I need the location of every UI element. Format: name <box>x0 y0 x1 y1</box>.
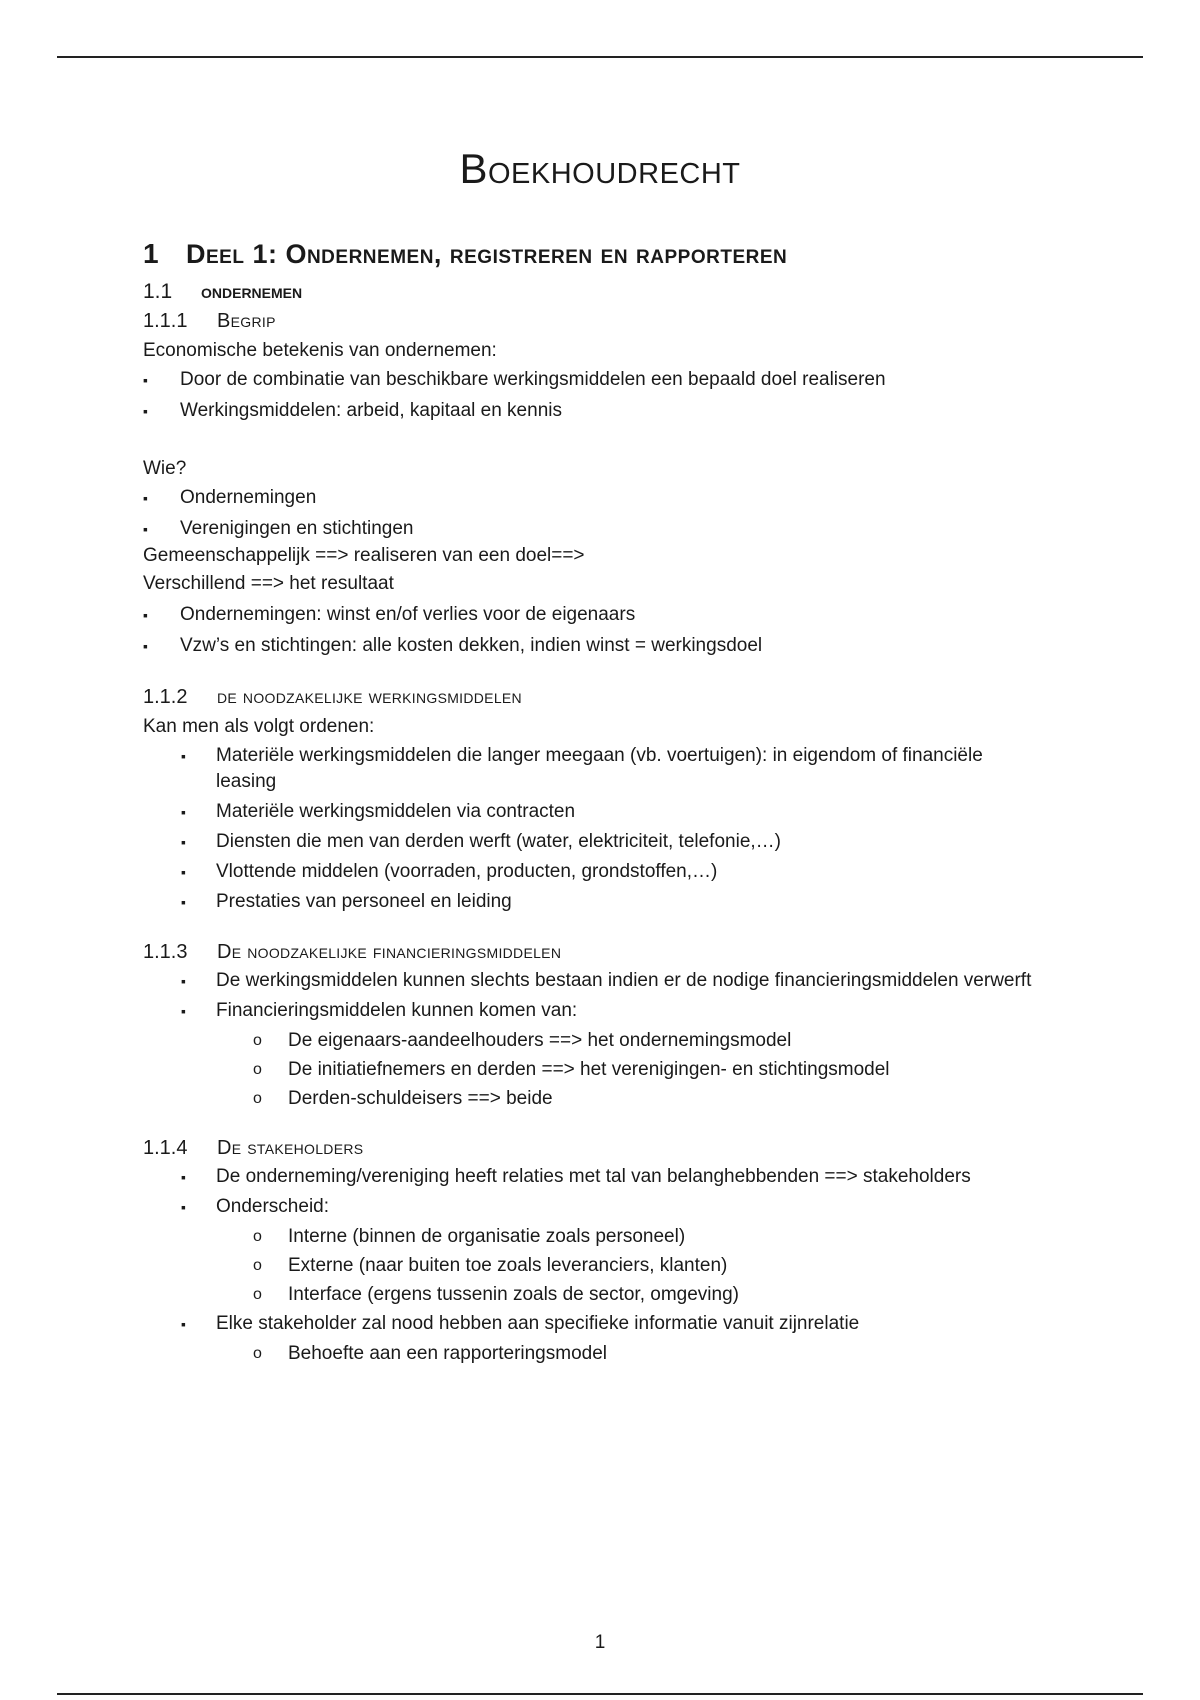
circle-bullet-icon: o <box>253 1345 262 1362</box>
document-body <box>143 238 1043 1370</box>
list-item: ▪ Financieringsmiddelen kunnen komen van: <box>143 998 1043 1024</box>
bullet-icon: ▪ <box>181 864 186 880</box>
bullet-icon: ▪ <box>143 490 148 506</box>
paragraph: Verschillend ==> het resultaat <box>143 573 394 594</box>
bullet-list <box>143 968 1043 1024</box>
list-item: ▪ Vzw’s en stichtingen: alle kosten dekken, indien winst = werkingsdoel <box>143 633 1043 659</box>
sub-bullet-list <box>143 1341 1043 1367</box>
sub-bullet-list <box>143 1224 1043 1308</box>
subsection-heading-stakeholders <box>143 1137 1043 1160</box>
paragraph: Gemeenschappelijk ==> realiseren van een doel==> <box>143 545 585 566</box>
bullet-icon: ▪ <box>181 748 186 764</box>
chapter-title: Deel 1: Ondernemen, registreren en rapporteren <box>186 239 788 269</box>
subsection-title: Begrip <box>217 310 276 332</box>
list-item: ▪ Materiële werkingsmiddelen die langer meegaan (vb. voertuigen): in eigendom of financiële leasing <box>181 745 983 792</box>
bullet-list <box>143 1164 1043 1220</box>
list-item: ▪ Door de combinatie van beschikbare werkingsmiddelen een bepaald doel realiseren <box>143 367 1043 393</box>
bullet-list <box>143 485 1043 542</box>
bullet-icon: ▪ <box>181 804 186 820</box>
chapter-number: 1 <box>143 238 159 269</box>
subsection-title: De stakeholders <box>217 1137 364 1159</box>
bullet-icon: ▪ <box>143 403 148 419</box>
document-title: Boekhoudrecht <box>459 145 741 192</box>
bullet-icon: ▪ <box>143 521 148 537</box>
list-item: o Interne (binnen de organisatie zoals personeel) <box>143 1224 1043 1250</box>
subsection-number: 1.1.1 <box>143 310 188 332</box>
circle-bullet-icon: o <box>253 1286 262 1303</box>
header-rule <box>57 56 1143 58</box>
subsection-number: 1.1.4 <box>143 1137 188 1159</box>
bullet-icon: ▪ <box>143 372 148 388</box>
paragraph: Kan men als volgt ordenen: <box>143 716 375 737</box>
list-item: ▪ De onderneming/vereniging heeft relaties met tal van belanghebbenden ==> stakeholders <box>143 1164 1043 1190</box>
bullet-icon: ▪ <box>181 894 186 910</box>
list-item: ▪ Diensten die men van derden werft (water, elektriciteit, telefonie,…) <box>143 829 1043 855</box>
list-item: ▪ Ondernemingen: winst en/of verlies voor de eigenaars <box>143 602 1043 628</box>
circle-bullet-icon: o <box>253 1032 262 1049</box>
subsection-title: De noodzakelijke financieringsmiddelen <box>217 941 562 963</box>
circle-bullet-icon: o <box>253 1228 262 1245</box>
subsection-number: 1.1.2 <box>143 686 188 708</box>
list-item: o De initiatiefnemers en derden ==> het verenigingen- en stichtingsmodel <box>143 1057 1043 1083</box>
circle-bullet-icon: o <box>253 1061 262 1078</box>
list-item: ▪ Onderscheid: <box>143 1194 1043 1220</box>
footer-rule <box>57 1693 1143 1695</box>
page-number: 1 <box>594 1632 606 1653</box>
sub-bullet-list <box>143 1028 1043 1112</box>
subsection-heading-werkingsmiddelen <box>143 686 1043 709</box>
bullet-icon: ▪ <box>181 1169 186 1185</box>
circle-bullet-icon: o <box>253 1090 262 1107</box>
list-item: ▪ Ondernemingen <box>143 485 1043 511</box>
subsection-heading-financieringsmiddelen <box>143 941 1043 964</box>
bullet-list <box>143 743 1043 915</box>
section-title: ondernemen <box>201 281 303 303</box>
subsection-heading-begrip <box>143 310 1043 333</box>
bullet-icon: ▪ <box>143 607 148 623</box>
list-item: ▪ Materiële werkingsmiddelen via contracten <box>143 799 1043 825</box>
section-number: 1.1 <box>143 280 173 303</box>
list-item: o De eigenaars-aandeelhouders ==> het ondernemingsmodel <box>143 1028 1043 1054</box>
bullet-icon: ▪ <box>181 834 186 850</box>
list-item: ▪ Elke stakeholder zal nood hebben aan specifieke informatie vanuit zijnrelatie <box>143 1311 1043 1337</box>
list-item: ▪ Prestaties van personeel en leiding <box>143 889 1043 915</box>
paragraph: Wie? <box>143 458 187 479</box>
list-item: o Interface (ergens tussenin zoals de sector, omgeving) <box>143 1282 1043 1308</box>
subsection-number: 1.1.3 <box>143 941 188 963</box>
list-item: ▪ Vlottende middelen (voorraden, producten, grondstoffen,…) <box>143 859 1043 885</box>
list-item: ▪ Verenigingen en stichtingen <box>143 516 1043 542</box>
list-item: o Behoefte aan een rapporteringsmodel <box>143 1341 1043 1367</box>
bullet-icon: ▪ <box>181 973 186 989</box>
bullet-icon: ▪ <box>143 638 148 654</box>
paragraph: Economische betekenis van ondernemen: <box>143 340 497 361</box>
list-item: ▪ Werkingsmiddelen: arbeid, kapitaal en kennis <box>143 398 1043 424</box>
subsection-title: de noodzakelijke werkingsmiddelen <box>217 686 522 708</box>
list-item: ▪ De werkingsmiddelen kunnen slechts bestaan indien er de nodige financieringsmiddelen verwerft <box>143 968 1043 994</box>
list-item: o Externe (naar buiten toe zoals leveranciers, klanten) <box>143 1253 1043 1279</box>
section-heading <box>143 280 1043 304</box>
bullet-list <box>143 602 1043 659</box>
chapter-heading <box>143 238 1043 270</box>
circle-bullet-icon: o <box>253 1257 262 1274</box>
bullet-icon: ▪ <box>181 1199 186 1215</box>
bullet-list <box>143 1311 1043 1337</box>
list-item: o Derden-schuldeisers ==> beide <box>143 1086 1043 1112</box>
bullet-icon: ▪ <box>181 1003 186 1019</box>
bullet-list <box>143 367 1043 424</box>
bullet-icon: ▪ <box>181 1316 186 1332</box>
